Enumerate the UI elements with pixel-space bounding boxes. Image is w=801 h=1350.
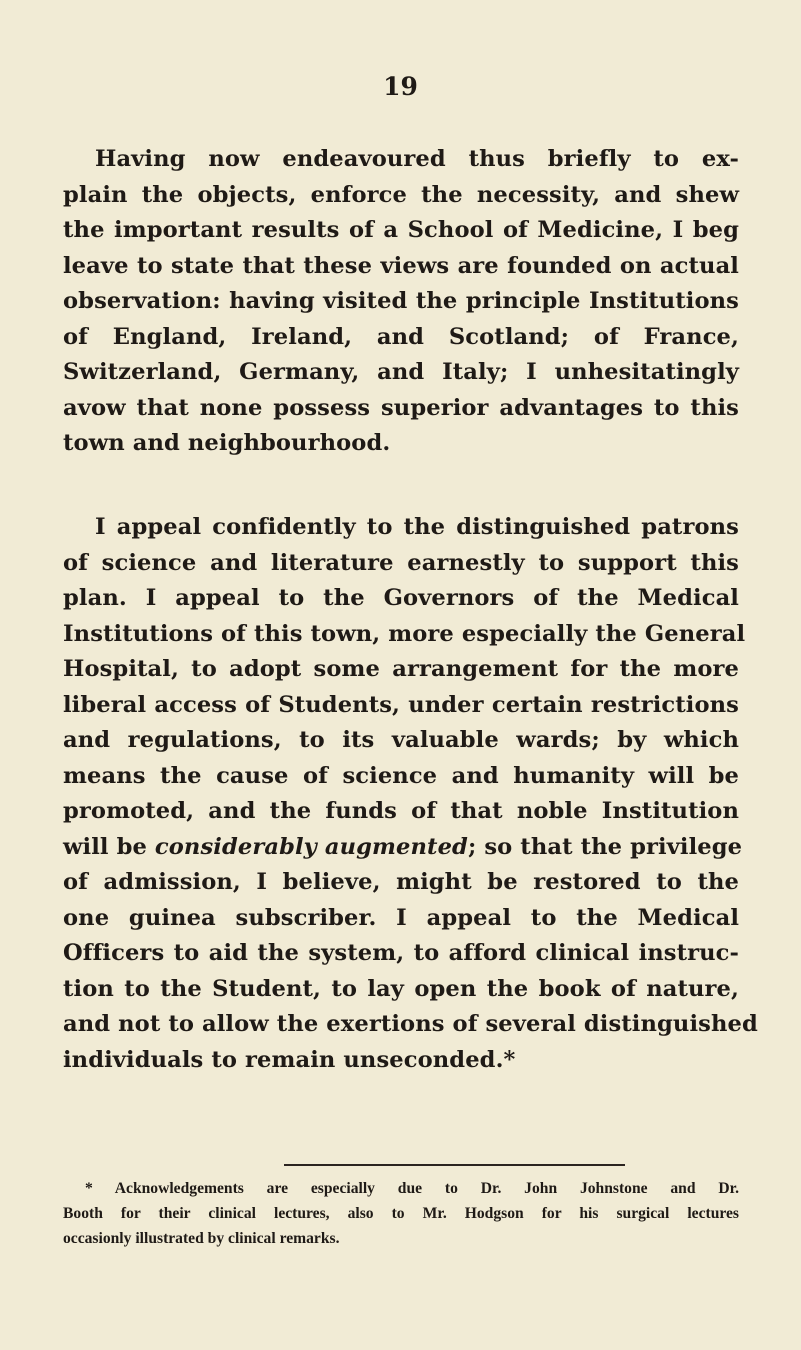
emphasized-text: considerably augmented xyxy=(154,833,468,860)
paragraph-2 xyxy=(63,510,758,1078)
text-segment: will be xyxy=(63,833,155,860)
footnote-line: Booth for their clinical lectures, also to Mr. Hodgson for his surgical lectures xyxy=(63,1205,739,1222)
footnote-line: occasionly illustrated by clinical remarks. xyxy=(63,1230,340,1247)
text-line: the important results of a School of Medicine, I beg xyxy=(63,217,739,243)
text-line: plan. I appeal to the Governors of the Medical xyxy=(63,585,739,611)
text-line: observation: having visited the principle Institutions xyxy=(63,288,739,314)
paragraph-1 xyxy=(63,142,739,462)
text-line: one guinea subscriber. I appeal to the Medical xyxy=(63,904,739,931)
page-number: 19 xyxy=(383,72,418,101)
text-line: Having now endeavoured thus briefly to ex- xyxy=(95,146,739,172)
text-line: liberal access of Students, under certain restrictions xyxy=(63,691,739,718)
text-line: Officers to aid the system, to afford clinical instruc- xyxy=(63,940,739,966)
text-line: promoted, and the funds of that noble Institution xyxy=(63,798,739,824)
text-line: Switzerland, Germany, and Italy; I unhesitatingly xyxy=(63,359,739,385)
text-line: I appeal confidently to the distinguished patrons xyxy=(95,514,739,540)
footnote-line: * Acknowledgements are especially due to Dr. John Johnstone and Dr. xyxy=(85,1180,739,1197)
text-line-with-emphasis xyxy=(63,830,743,866)
text-line: Institutions of this town, more especially the General xyxy=(63,620,746,647)
text-line: and not to allow the exertions of several distinguished xyxy=(63,1011,758,1037)
text-line: of science and literature earnestly to support this xyxy=(63,549,739,576)
text-line: of England, Ireland, and Scotland; of France, xyxy=(63,323,739,350)
text-line: plain the objects, enforce the necessity, and shew xyxy=(63,181,739,208)
footnote-divider xyxy=(284,1164,625,1166)
text-line: avow that none possess superior advantages to this xyxy=(63,394,739,421)
text-line: of admission, I believe, might be restored to the xyxy=(63,869,739,895)
text-line: means the cause of science and humanity will be xyxy=(63,762,739,789)
text-line: leave to state that these views are founded on actual xyxy=(63,252,739,279)
text-line: and regulations, to its valuable wards; by which xyxy=(63,727,739,753)
footnote xyxy=(63,1176,739,1251)
text-line: town and neighbourhood. xyxy=(63,430,391,456)
text-line: individuals to remain unseconded.* xyxy=(63,1046,516,1073)
text-segment: ; so that the privilege xyxy=(467,833,743,860)
text-line: Hospital, to adopt some arrangement for the more xyxy=(63,656,739,682)
text-line: tion to the Student, to lay open the book of nature, xyxy=(63,975,739,1002)
